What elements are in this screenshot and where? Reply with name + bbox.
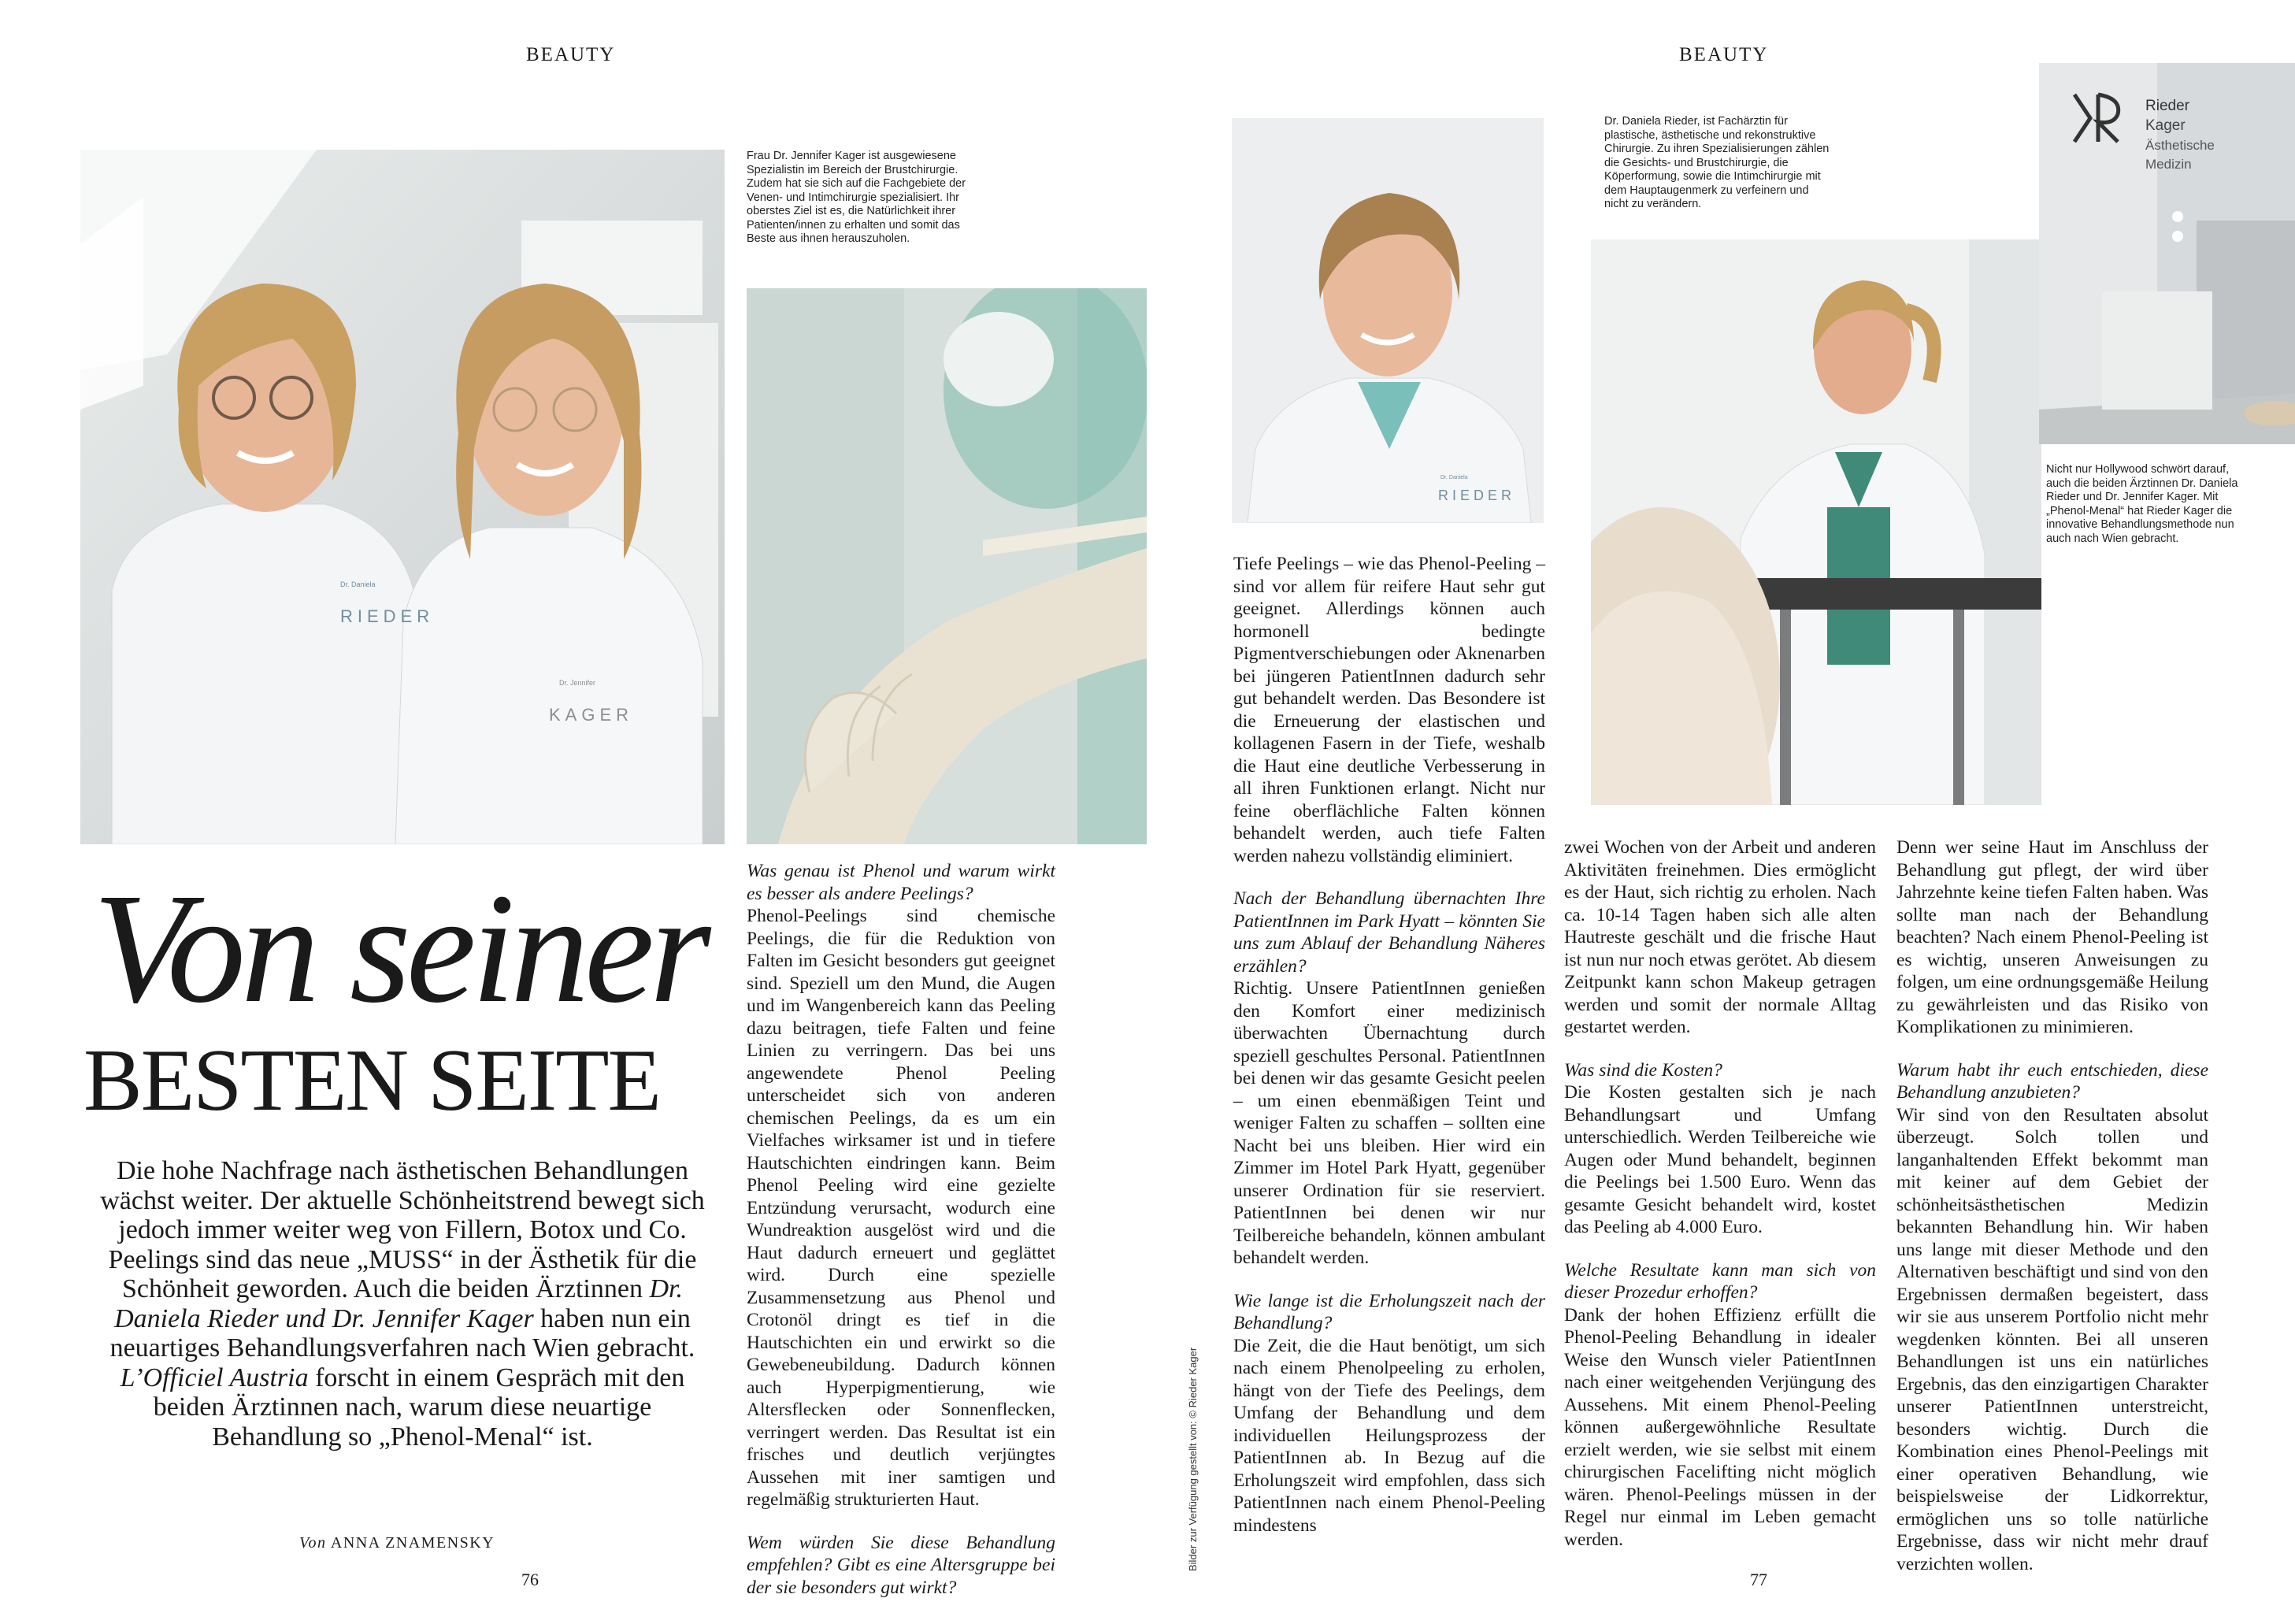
rieder-coat-label-top: Dr. Daniela bbox=[1440, 475, 1468, 480]
caption-rieder: Dr. Daniela Rieder, ist Fachärztin für plastische, ästhetische und rekonstruktive Chirurgie. Zu ihren Spezialisierungen zählen die Gesichts- und Brustchirurgie, die Köperformung, sowie die Intimchirurgie mit dem Hauptaugenmerk zu verfeinern und nicht zu verändern. bbox=[1604, 115, 1830, 210]
answer: zwei Wochen von der Arbeit und anderen Aktivitäten freinehmen. Dies ermöglicht es der Haut, sich richtig zu erholen. Nach ca. 10-14 Tagen haben sich alle alten Hautreste geschält und die frische Haut ist nun nur noch etwas gerötet. Ab diesem Zeitpunkt kann schon Makeup getragen werden und somit der normale Alltag gestartet werden. bbox=[1564, 837, 1876, 1037]
lead-part-4: L’Officiel Austria bbox=[120, 1363, 309, 1392]
clinic-sign-line4: Medizin bbox=[2145, 157, 2192, 172]
question: Was sind die Kosten? bbox=[1564, 1059, 1722, 1081]
answer: Wir sind von den Resultaten absolut überzeugt. Solch tollen und langanhaltenden Effekt bekommt man mit keiner auf dem Gebiet der schönheitsästhetischen Medizin bekannten Behandlung hin. Wir haben uns lange mit dieser Methode und den Alternativen beschäftigt und sind von den Ergebnissen dermaßen begeistert, dass wir sie aus unserem Portfolio nicht mehr wegdenken könnten. Bei all unseren Behandlungen ist uns ein natürliches Ergebnis, das den einzigartigen Charakter unserer PatientInnen unterstreicht, besonders wichtig. Durch die Kombination eines Phenol-Peelings mit einer operativen Behandlung, wie beispielsweise der Lidkorrektur, ermöglichen uns so tolle natürliche Ergebnisse, dass wir nicht mehr drauf verzichten wollen. bbox=[1896, 1104, 2208, 1574]
caption-clinic: Nicht nur Hollywood schwört darauf, auch die beiden Ärztinnen Dr. Daniela Rieder und Dr. Jennifer Kager. Mit „Phenol-Menal“ hat Rieder Kager die innovative Behandlungsmethode nun auch nach Wien gebracht. bbox=[2046, 463, 2238, 545]
answer: Phenol-Peelings sind chemische Peelings, die für die Reduktion von Falten im Gesicht besonders gut geeignet sind. Speziell um den Mund, die Augen und im Wangenbereich kann das Peeling dazu beitragen, tiefe Falten und feine Linien zu verringern. Das bei uns angewendete Phenol Peeling unterscheidet sich von anderen chemischen Peelings, da es um ein Vielfaches wirksamer ist und in tiefere Hautschichten eindringen kann. Beim Phenol Peeling wird eine gezielte Entzündung verursacht, wodurch eine Wundreaktion ausgelöst wird und die Haut dadurch erneuert und geglättet wird. Durch eine spezielle Zusammensetzung aus Phenol und Crotonöl dringt es tief in die Hautschichten ein und erwirkt so die Gewebeneubildung. Dadurch können auch Hyperpigmentierung, wie Altersflecken oder Sonnenflecken, verringert werden. Das Resultat ist ein frisches und deutlich verjüngtes Aussehen mit iner samtigen und regelmäßig strukturierten Haut. bbox=[747, 906, 1055, 1510]
rieder-portrait-illustration bbox=[1232, 118, 1544, 523]
clinic-illustration bbox=[2039, 63, 2295, 444]
title-line2: BESTEN SEITE bbox=[83, 1032, 660, 1129]
answer: Denn wer seine Haut im Anschluss der Behandlung gut pflegt, der wird über Jahrzehnte keine tiefen Falten haben. Was sollte man nach der Behandlung beachten? Nach einem Phenol-Peeling ist es wichtig, unseren Anweisungen zu folgen, um eine ordnungsgemäße Heilung zu gewährleisten und das Risiko von Komplikationen zu minimieren. bbox=[1896, 837, 2208, 1037]
question: Was genau ist Phenol und warum wirkt es besser als andere Peelings? bbox=[747, 861, 1055, 904]
question: Warum habt ihr euch entschieden, diese Behandlung anzubieten? bbox=[1896, 1059, 2208, 1103]
answer: Die Kosten gestalten sich je nach Behandlungsart und Umfang unterschiedlich. Werden Teilbereiche wie Augen oder Mund behandelt, beginnen die Peelings bei 1.500 Euro. Wenn das gesamte Gesicht behandelt wird, kostet das Peeling ab 4.000 Euro. bbox=[1564, 1082, 1876, 1237]
consultation-illustration bbox=[1591, 239, 2041, 805]
answer: Tiefe Peelings – wie das Phenol-Peeling – sind vor allem für reifere Haut sehr gut geeignet. Allerdings können auch hormonell bedingte Pigmentverschiebungen oder Aknenarben bei jüngeren PatientInnen dadurch sehr gut behandelt werden. Das Besondere ist die Erneuerung der elastischen und kollagenen Fasern in der Tiefe, weshalb die Haut eine deutliche Verbesserung in all ihren Funktionen erlangt. Nicht nur feine oberflächliche Falten können behandelt werden, auch tiefe Falten werden nahezu vollständig eliminiert. bbox=[1233, 554, 1545, 866]
title-line1: Von seiner bbox=[93, 862, 706, 1036]
section-label-right: BEAUTY bbox=[1679, 44, 1769, 65]
doctors-photo-illustration bbox=[80, 150, 725, 844]
lead-paragraph bbox=[88, 1156, 717, 1452]
article-column-4 bbox=[1896, 836, 2208, 1596]
article-column-1 bbox=[747, 860, 1055, 1599]
byline bbox=[299, 1534, 495, 1552]
glove-photo-illustration bbox=[747, 288, 1147, 844]
article-column-3 bbox=[1564, 836, 1876, 1571]
clinic-sign-line1: Rieder bbox=[2145, 98, 2189, 114]
lead-part-1: Die hohe Nachfrage nach ästhetischen Behandlungen wächst weiter. Der aktuelle Schönheitstrend bewegt sich jedoch immer weiter weg von Fillern, Botox und Co. Peelings sind das neue „MUSS“ in der Ästhetik für die Schönheit geworden. Auch die beiden Ärztinnen bbox=[100, 1156, 705, 1303]
caption-kager: Frau Dr. Jennifer Kager ist ausgewiesene Spezialistin im Bereich der Brustchirurgie. Zudem hat sie sich auf die Fachgebiete der Venen- und Intimchirurgie spezialisiert. Ihr oberstes Ziel ist es, die Natürlichkeit ihrer Patienten/innen zu erhalten und somit das Beste aus ihnen herauszuholen. bbox=[747, 150, 966, 245]
clinic-sign-line3: Ästhetische bbox=[2145, 138, 2215, 153]
byline-prefix: Von bbox=[299, 1534, 327, 1552]
rieder-portrait-photo bbox=[1232, 118, 1544, 523]
lead-part-2: Dr. Daniela Rieder und Dr. Jennifer Kager bbox=[114, 1274, 683, 1333]
article-column-2 bbox=[1233, 553, 1545, 1557]
page-number-left: 76 bbox=[521, 1570, 539, 1589]
answer: Die Zeit, die die Haut benötigt, um sich nach einem Phenolpeeling zu erholen, hängt von der Tiefe des Peelings, dem Umfang der Behandlung und dem individuellen Heilungsprozess der PatientInnen ab. In Bezug auf die Erholungszeit wird empfohlen, dass sich PatientInnen nach einem Phenol-Peeling mindestens bbox=[1233, 1335, 1545, 1536]
coat-label-2: KAGER bbox=[549, 705, 634, 725]
byline-author: ANNA ZNAMENSKY bbox=[330, 1534, 495, 1552]
consultation-photo bbox=[1591, 239, 2041, 805]
rieder-coat-label: RIEDER bbox=[1438, 488, 1516, 503]
answer: Dank der hohen Effizienz erfüllt die Phenol-Peeling Behandlung in idealer Weise den Wunsch vieler PatientInnen nach einer weitgehenden Verjüngung des Aussehens. Mit einem Phenol-Peeling können außergewöhnliche Resultate erzielt werden, wie sie selbst mit einem chirurgischen Facelifting nicht möglich wären. Phenol-Peelings müssen in der Regel nur einmal im Leben gemacht werden. bbox=[1564, 1304, 1876, 1550]
coat-label-1: RIEDER bbox=[340, 606, 435, 626]
clinic-sign-line2: Kager bbox=[2145, 117, 2186, 134]
question: Wem würden Sie diese Behandlung empfehlen? Gibt es eine Altersgruppe bei der sie besonders gut wirkt? bbox=[747, 1532, 1055, 1598]
photo-credit: Bilder zur Verfügung gestellt von: © Rieder Kager bbox=[1187, 1347, 1199, 1571]
coat-label-top-2: Dr. Jennifer bbox=[559, 679, 596, 687]
coat-label-top-1: Dr. Daniela bbox=[340, 580, 376, 588]
question: Nach der Behandlung übernachten Ihre PatientInnen im Park Hyatt – könnten Sie uns zum Ablauf der Behandlung Näheres erzählen? bbox=[1233, 888, 1545, 977]
clinic-photo bbox=[2039, 63, 2295, 444]
page-number-right: 77 bbox=[1750, 1570, 1767, 1589]
answer: Richtig. Unsere PatientInnen genießen den Komfort einer medizinisch überwachten Übernachtung durch speziell geschultes Personal. PatientInnen bei denen wir das gesamte Gesicht peelen – um einen ebenmäßigen Teint und weniger Falten zu schaffen – sollten eine Nacht bei uns bleiben. Hier wird ein Zimmer im Hotel Park Hyatt, gegenüber unserer Ordination für sie reserviert. PatientInnen bei denen wir nur Teilbereiche behandeln, können ambulant behandelt werden. bbox=[1233, 978, 1545, 1268]
lead-part-3: haben nun ein neuartiges Behandlungsverfahren nach Wien gebracht. bbox=[109, 1303, 695, 1363]
doctors-photo bbox=[80, 150, 725, 844]
glove-photo bbox=[747, 288, 1147, 844]
question: Wie lange ist die Erholungszeit nach der Behandlung? bbox=[1233, 1290, 1545, 1333]
section-label-left: BEAUTY bbox=[526, 44, 616, 65]
question: Welche Resultate kann man sich von dieser Prozedur erhoffen? bbox=[1564, 1259, 1876, 1303]
lead-part-5: forscht in einem Gespräch mit den beiden Ärztinnen nach, warum diese neuartige Behandlung so „Phenol-Menal“ ist. bbox=[153, 1363, 685, 1452]
